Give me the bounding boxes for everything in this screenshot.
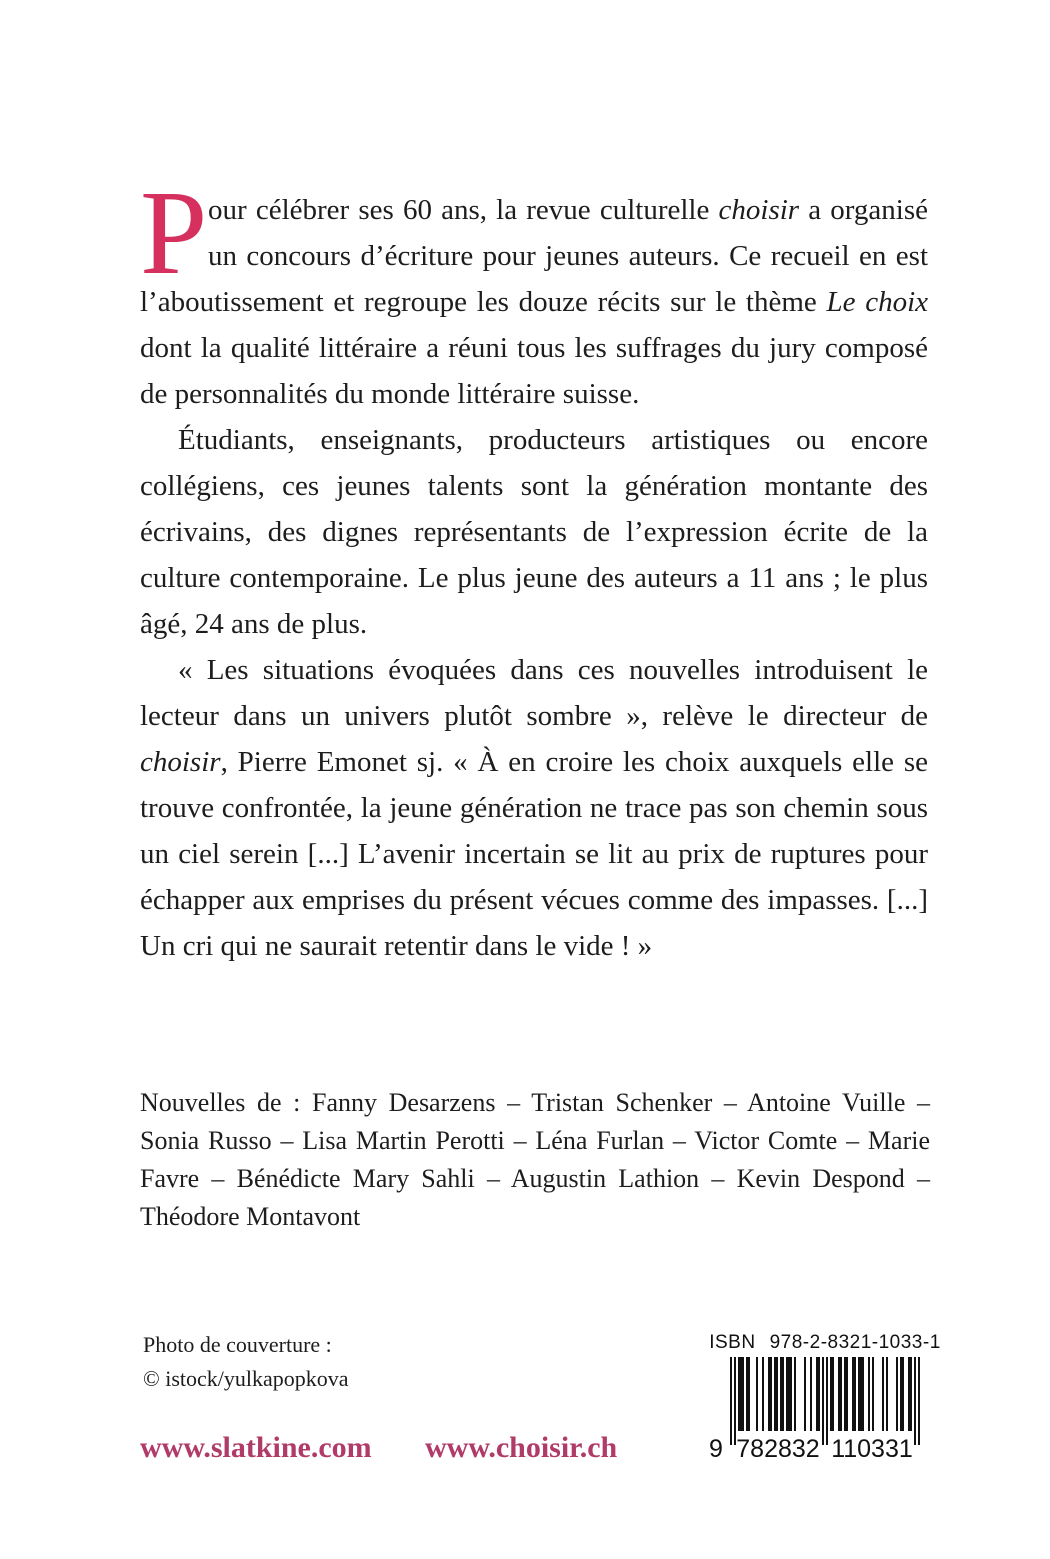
text-run: Le choix bbox=[826, 286, 928, 318]
isbn-label: ISBN bbox=[709, 1332, 756, 1353]
contributors-list bbox=[140, 1084, 930, 1236]
paragraph-intro-text bbox=[140, 194, 928, 410]
text-run: our célébrer ses 60 ans, la revue culturelle bbox=[208, 194, 719, 226]
drop-cap: P bbox=[140, 166, 208, 300]
contributors-label: Nouvelles de : bbox=[140, 1088, 301, 1117]
barcode-digits: 110331 bbox=[831, 1435, 913, 1463]
ean13-barcode bbox=[702, 1357, 928, 1463]
paragraph-intro bbox=[140, 166, 928, 417]
magazine-url: www.choisir.ch bbox=[425, 1431, 618, 1464]
text-run: choisir bbox=[718, 194, 800, 226]
paragraph-quote bbox=[140, 647, 928, 969]
photo-credit-line2: © istock/yulkapopkova bbox=[143, 1366, 349, 1391]
barcode-digits: 782832 bbox=[736, 1435, 820, 1463]
paragraph-authors-profile: Étudiants, enseignants, producteurs artistiques ou encore collégiens, ces jeunes talents sont la génération montante des écrivains, des dignes représentants de l’expression écrite de la culture contemporaine. Le plus jeune des auteurs a 11 ans ; le plus âgé, 24 ans de plus. bbox=[140, 424, 928, 640]
photo-credit-line1: Photo de couverture : bbox=[143, 1332, 332, 1357]
isbn-barcode-block bbox=[702, 1332, 941, 1468]
blurb bbox=[140, 166, 928, 969]
isbn-label-line bbox=[709, 1332, 941, 1354]
text-run: dont la qualité littéraire a réuni tous les suffrages du jury composé de personnalités du monde littéraire suisse. bbox=[140, 332, 928, 410]
text-run: , Pierre Emonet sj. « À en croire les choix auxquels elle se trouve confrontée, la jeune génération ne trace pas son chemin sous un ciel serein [...] L’avenir incertain se lit au prix de ruptures pour échapper aux emprises du présent vécues comme des impasses. [...] Un cri qui ne saurait retentir dans le vide ! » bbox=[140, 746, 928, 962]
text-run: « Les situations évoquées dans ces nouvelles introduisent le lecteur dans un univers plutôt sombre », relève le directeur de bbox=[140, 654, 928, 732]
isbn-number: 978-2-8321-1033-1 bbox=[769, 1332, 941, 1353]
text-run: a organisé un concours d’écriture pour jeunes auteurs. Ce recueil en est l’aboutissement et regroupe les douze récits sur le thème bbox=[140, 194, 928, 318]
contributors-names: Fanny Desarzens – Tristan Schenker – Antoine Vuille – Sonia Russo – Lisa Martin Perotti – Léna Furlan – Victor Comte – Marie Favre – Bénédicte Mary Sahli – Augustin Lathion – Kevin Despond – Théodore Montavont bbox=[140, 1088, 930, 1231]
barcode-digits: 9 bbox=[709, 1435, 723, 1463]
text-run: choisir bbox=[140, 746, 221, 778]
photo-credit bbox=[143, 1328, 349, 1396]
publisher-url: www.slatkine.com bbox=[140, 1431, 372, 1464]
